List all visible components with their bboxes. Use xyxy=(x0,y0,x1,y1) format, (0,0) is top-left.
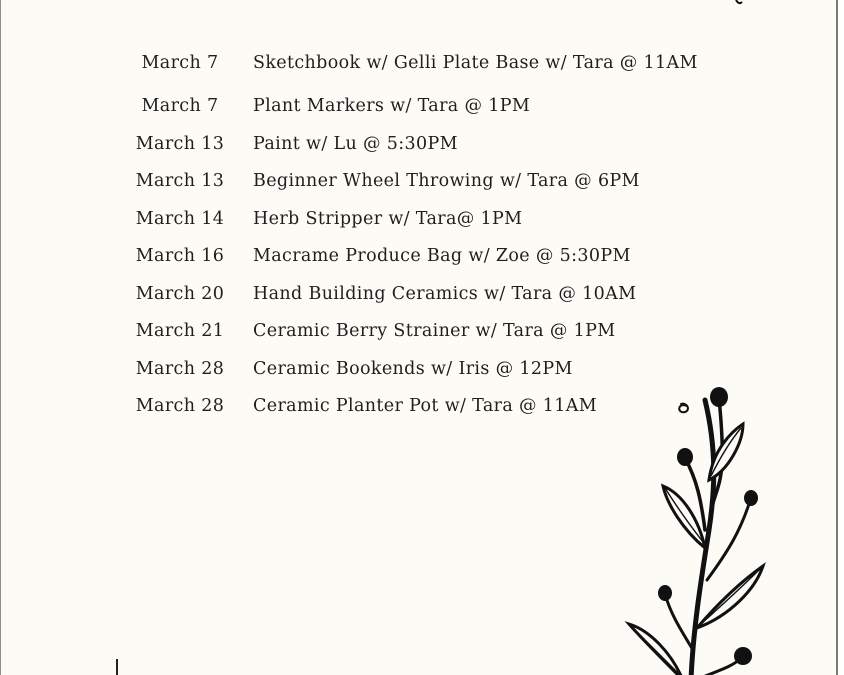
event-date: March 14 xyxy=(135,209,225,229)
schedule-row xyxy=(1,356,701,382)
event-title: Sketchbook w/ Gelli Plate Base w/ Tara @ 11AM xyxy=(253,53,698,73)
botanical-sprig-icon xyxy=(601,380,781,675)
event-title: Paint w/ Lu @ 5:30PM xyxy=(253,134,458,154)
event-date: March 13 xyxy=(135,171,225,191)
schedule-row xyxy=(1,206,701,232)
event-title: Ceramic Planter Pot w/ Tara @ 11AM xyxy=(253,396,598,416)
event-title: Herb Stripper w/ Tara@ 1PM xyxy=(253,209,523,229)
schedule-row xyxy=(1,281,701,307)
schedule-row xyxy=(1,93,701,119)
event-date: March 28 xyxy=(135,359,225,379)
event-title: Ceramic Berry Strainer w/ Tara @ 1PM xyxy=(253,321,616,341)
event-date: March 21 xyxy=(135,321,225,341)
event-title: Macrame Produce Bag w/ Zoe @ 5:30PM xyxy=(253,246,631,266)
text-cursor xyxy=(116,659,118,675)
event-date: March 7 xyxy=(141,96,219,116)
event-date: March 16 xyxy=(135,246,225,266)
schedule-row xyxy=(1,50,701,76)
schedule-row xyxy=(1,318,701,344)
event-title: Plant Markers w/ Tara @ 1PM xyxy=(253,96,531,116)
event-date: March 7 xyxy=(141,53,219,73)
event-date: March 28 xyxy=(135,396,225,416)
event-title: Ceramic Bookends w/ Iris @ 12PM xyxy=(253,359,573,379)
event-title: Beginner Wheel Throwing w/ Tara @ 6PM xyxy=(253,171,640,191)
decorative-mark-icon xyxy=(734,0,748,6)
schedule-row xyxy=(1,168,701,194)
schedule-row xyxy=(1,243,701,269)
event-date: March 20 xyxy=(135,284,225,304)
schedule-row xyxy=(1,131,701,157)
event-title: Hand Building Ceramics w/ Tara @ 10AM xyxy=(253,284,637,304)
event-date: March 13 xyxy=(135,134,225,154)
schedule-row xyxy=(1,393,701,419)
